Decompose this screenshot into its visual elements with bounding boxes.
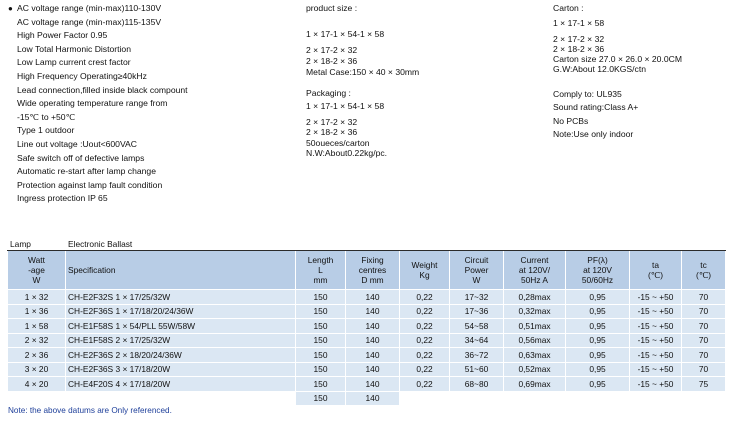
header-spec: Specification (66, 251, 296, 290)
packaging-line: 1 × 17-1 × 54-1 × 58 (306, 100, 385, 111)
table-caption-row (8, 238, 726, 251)
header-ta: ta (℃) (630, 251, 682, 290)
product-size-line: 2 × 18-2 × 36 (306, 55, 358, 66)
cell-spec: CH-E2F32S 1 × 17/25/32W (66, 290, 296, 305)
cell-ta: -15 ~ +50 (630, 304, 682, 319)
cell-length: 150 (296, 290, 346, 305)
cell-fixing: 140 (346, 362, 400, 377)
cell-weight: 0,22 (400, 362, 450, 377)
cell-tc: 70 (682, 304, 726, 319)
cell-weight: 0,22 (400, 377, 450, 392)
cell-circuit: 68~80 (450, 377, 504, 392)
cell-tc (682, 391, 726, 406)
cell-watt: 1 × 32 (8, 290, 66, 305)
cell-spec: CH-E1F58S 1 × 54/PLL 55W/58W (66, 319, 296, 334)
cell-weight: 0,22 (400, 333, 450, 348)
cell-current: 0,56max (504, 333, 566, 348)
table-row (8, 319, 726, 334)
cell-fixing: 140 (346, 391, 400, 406)
cell-length: 150 (296, 391, 346, 406)
carton-title: Carton : (553, 3, 584, 13)
cell-tc: 70 (682, 348, 726, 363)
cell-circuit: 17~32 (450, 290, 504, 305)
cell-weight: 0,22 (400, 348, 450, 363)
cell-tc: 70 (682, 290, 726, 305)
header-current: Current at 120V/ 50Hz A (504, 251, 566, 290)
cell-pf: 0,95 (566, 377, 630, 392)
cell-circuit: 34~64 (450, 333, 504, 348)
cell-fixing: 140 (346, 348, 400, 363)
product-size-title: product size : (306, 3, 358, 13)
cell-length: 150 (296, 304, 346, 319)
cell-weight: 0,22 (400, 319, 450, 334)
cell-current: 0,51max (504, 319, 566, 334)
cell-current: 0,69max (504, 377, 566, 392)
carton-line: G.W:About 12.0KGS/ctn (553, 64, 646, 75)
cell-ta (630, 391, 682, 406)
packaging-line: 50oueces/carton (306, 137, 370, 148)
feature-item: ● AC voltage range (min-max)110-130V (8, 2, 188, 16)
table-row (8, 304, 726, 319)
cell-tc: 75 (682, 377, 726, 392)
header-fixing: Fixing centres D mm (346, 251, 400, 290)
carton-line: 2 × 17-2 × 32 (553, 33, 605, 44)
cell-pf: 0,95 (566, 290, 630, 305)
feature-item: Safe switch off of defective lamps (17, 152, 145, 163)
cell-weight: 0,22 (400, 290, 450, 305)
cell-ta: -15 ~ +50 (630, 319, 682, 334)
cell-length: 150 (296, 319, 346, 334)
cell-pf: 0,95 (566, 333, 630, 348)
cell-tc: 70 (682, 362, 726, 377)
packaging-line: 2 × 17-2 × 32 (306, 117, 358, 128)
table-row (8, 290, 726, 305)
reference-note: Note: the above datums are Only referenced. (8, 406, 172, 415)
cell-spec: CH-E2F36S 3 × 17/18/20W (66, 362, 296, 377)
cell-pf: 0,95 (566, 319, 630, 334)
feature-item: Type 1 outdoor (17, 125, 75, 136)
feature-item: Low Total Harmonic Distortion (17, 43, 131, 54)
cell-circuit: 51~60 (450, 362, 504, 377)
header-watt: Watt -age W (8, 251, 66, 290)
cell-circuit: 17~36 (450, 304, 504, 319)
ballast-table (7, 237, 726, 406)
cell-pf (566, 391, 630, 406)
cell-fixing: 140 (346, 377, 400, 392)
carton-section (553, 2, 682, 142)
feature-item: Protection against lamp fault condition (17, 179, 163, 190)
cell-circuit: 36~72 (450, 348, 504, 363)
bullet-icon: ● (8, 4, 13, 13)
table-row (8, 391, 726, 406)
cell-pf: 0,95 (566, 348, 630, 363)
product-size-line: 1 × 17-1 × 54-1 × 58 (306, 29, 385, 40)
cell-watt: 3 × 20 (8, 362, 66, 377)
table-row (8, 333, 726, 348)
product-size-line: 2 × 17-2 × 32 (306, 45, 358, 56)
compliance-line: Sound rating:Class A+ (553, 102, 639, 113)
cell-spec: CH-E1F58S 2 × 17/25/32W (66, 333, 296, 348)
table-row (8, 362, 726, 377)
compliance-line: Note:Use only indoor (553, 129, 634, 140)
feature-item: -15℃ to +50℃ (17, 111, 76, 122)
feature-item: AC voltage range (min-max)115-135V (17, 16, 162, 27)
feature-item: Lead connection,filled inside black compount (17, 84, 188, 95)
cell-length: 150 (296, 348, 346, 363)
cell-current: 0,52max (504, 362, 566, 377)
product-size-section (306, 2, 419, 158)
cell-circuit (450, 391, 504, 406)
feature-item: Low Lamp current crest factor (17, 57, 131, 68)
cell-fixing: 140 (346, 333, 400, 348)
cell-circuit: 54~58 (450, 319, 504, 334)
cell-tc: 70 (682, 319, 726, 334)
cell-current: 0,28max (504, 290, 566, 305)
cell-pf: 0,95 (566, 304, 630, 319)
cell-length: 150 (296, 333, 346, 348)
header-tc: tc (℃) (682, 251, 726, 290)
cell-watt: 2 × 36 (8, 348, 66, 363)
cell-ta: -15 ~ +50 (630, 290, 682, 305)
feature-item: Wide operating temperature range from (17, 98, 168, 109)
table-row (8, 377, 726, 392)
feature-item: Ingress protection IP 65 (17, 193, 108, 204)
compliance-line: No PCBs (553, 115, 589, 126)
cell-ta: -15 ~ +50 (630, 377, 682, 392)
cell-watt (8, 391, 66, 406)
cell-weight: 0,22 (400, 304, 450, 319)
cell-spec: CH-E2F36S 1 × 17/18/20/24/36W (66, 304, 296, 319)
feature-list (8, 2, 188, 206)
cell-fixing: 140 (346, 319, 400, 334)
table-row (8, 348, 726, 363)
cell-current: 0,32max (504, 304, 566, 319)
header-pf: PF(λ) at 120V 50/60Hz (566, 251, 630, 290)
feature-item: High Frequency Operating≥40kHz (17, 70, 147, 81)
cell-watt: 4 × 20 (8, 377, 66, 392)
cell-ta: -15 ~ +50 (630, 362, 682, 377)
carton-line: 1 × 17-1 × 58 (553, 17, 605, 28)
carton-line: Carton size 27.0 × 26.0 × 20.0CM (553, 54, 682, 65)
cell-weight (400, 391, 450, 406)
cell-ta: -15 ~ +50 (630, 333, 682, 348)
packaging-line: N.W:About0.22kg/pc. (306, 147, 388, 158)
header-length: Length L mm (296, 251, 346, 290)
cell-spec (66, 391, 296, 406)
feature-item: High Power Factor 0.95 (17, 30, 108, 41)
carton-line: 2 × 18-2 × 36 (553, 43, 605, 54)
compliance-line: Comply to: UL935 (553, 88, 622, 99)
cell-fixing: 140 (346, 290, 400, 305)
caption-lamp: Lamp (8, 238, 66, 251)
cell-watt: 2 × 32 (8, 333, 66, 348)
cell-watt: 1 × 58 (8, 319, 66, 334)
cell-fixing: 140 (346, 304, 400, 319)
packaging-title: Packaging : (306, 88, 351, 99)
header-circuit: Circuit Power W (450, 251, 504, 290)
header-weight: Weight Kg (400, 251, 450, 290)
cell-ta: -15 ~ +50 (630, 348, 682, 363)
table-header-row (8, 251, 726, 290)
product-size-line: Metal Case:150 × 40 × 30mm (306, 66, 420, 77)
caption-ballast: Electronic Ballast (66, 238, 726, 251)
cell-pf: 0,95 (566, 362, 630, 377)
packaging-line: 2 × 18-2 × 36 (306, 127, 358, 138)
cell-spec: CH-E4F20S 4 × 17/18/20W (66, 377, 296, 392)
feature-item: Line out voltage :Uout<600VAC (17, 138, 137, 149)
cell-current: 0,63max (504, 348, 566, 363)
cell-watt: 1 × 36 (8, 304, 66, 319)
cell-length: 150 (296, 377, 346, 392)
cell-current (504, 391, 566, 406)
feature-item: Automatic re-start after lamp change (17, 166, 156, 177)
cell-length: 150 (296, 362, 346, 377)
cell-tc: 70 (682, 333, 726, 348)
cell-spec: CH-E2F36S 2 × 18/20/24/36W (66, 348, 296, 363)
